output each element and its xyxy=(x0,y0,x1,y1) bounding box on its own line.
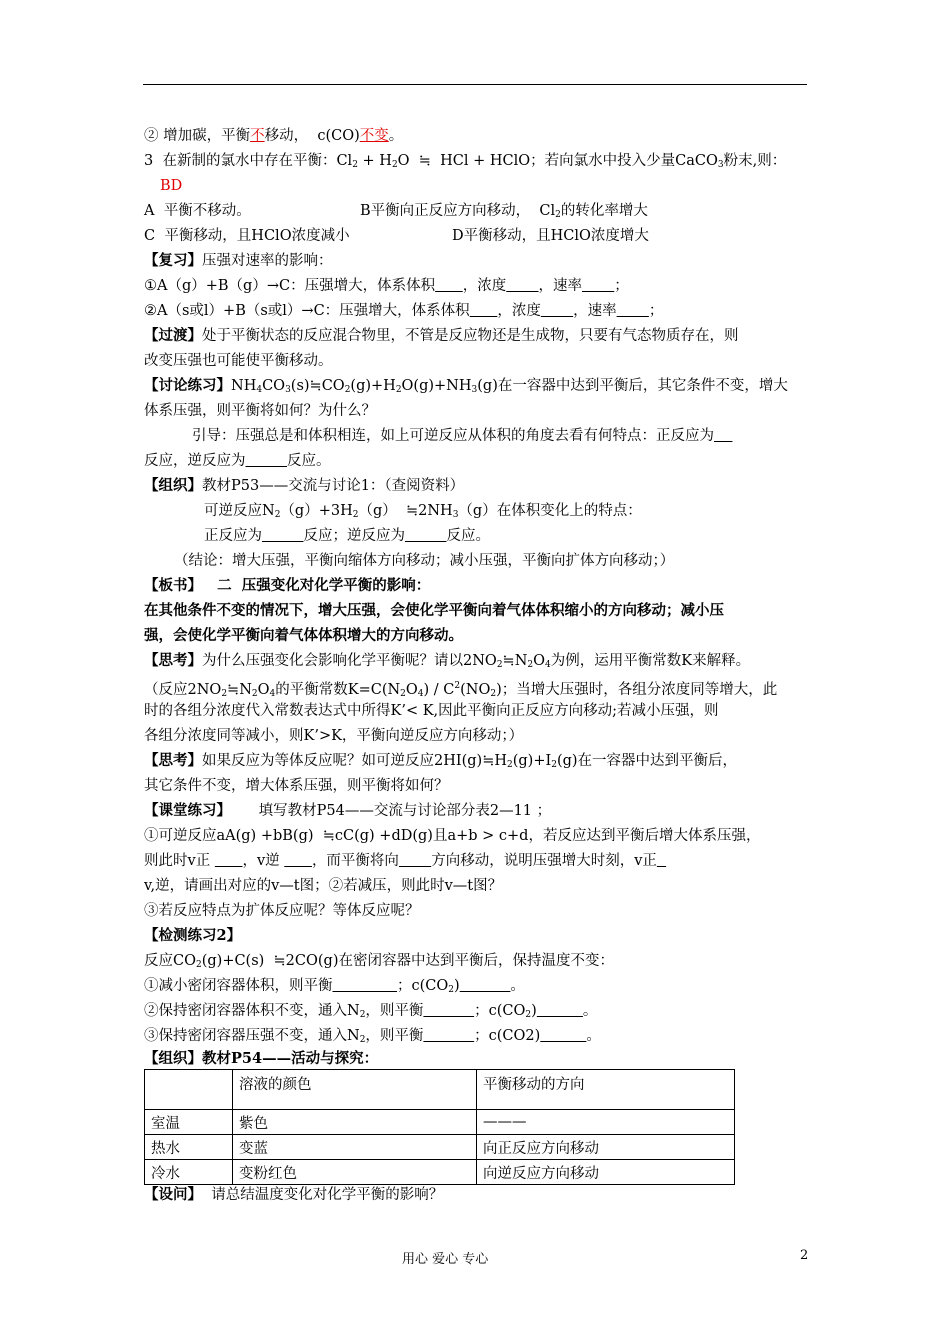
board-text-1: 在其他条件不变的情况下，增大压强，会使化学平衡向着气体体积缩小的方向移动；减小压 xyxy=(144,602,724,619)
classwork-heading: 【课堂练习】 填写教材P54——交流与讨论部分表2—11 ； xyxy=(144,802,552,819)
test-q1: ①减小密闭容器体积，则平衡 ；$c(CO_2)$ 。 xyxy=(144,978,525,995)
table-cell: 向逆反应方向移动 xyxy=(477,1160,735,1185)
review-heading: 【复习】压强对速率的影响： xyxy=(144,252,333,269)
test-heading: 【检测练习2】 xyxy=(144,927,242,944)
answer-bd: BD xyxy=(160,178,183,194)
table-cell: 冷水 xyxy=(145,1160,233,1185)
review-line-1: ①A（g）+B（g）→C：压强增大，体系体积 ，浓度 ，速率 ； xyxy=(144,278,629,294)
classwork-line-1: ①可逆反应aA(g) +bB(g) ≒cC(g) +dD(g)且a+b > c+d，若反应达到平衡后增大体系压强， xyxy=(144,828,761,844)
think2-line-1: 【思考】如果反应为等体反应呢？如可逆反应$2HI(g)≒H_2(g)+I_2(g)$在一容器中达到平衡后， xyxy=(144,752,738,770)
think2-line-2: 其它条件不变，增大体系压强，则平衡将如何？ xyxy=(144,778,449,794)
table-cell: 变蓝 xyxy=(233,1135,477,1160)
guide-line-2: 反应，逆反应为 反应。 xyxy=(144,453,331,469)
table-header-cell xyxy=(145,1070,233,1110)
board-heading: 【板书】 二 压强变化对化学平衡的影响： xyxy=(144,577,431,594)
think-line-4: 各组分浓度同等减小，则K’>K，平衡向逆反应方向移动；） xyxy=(144,728,524,744)
think-line-3: 时的各组分浓度代入常数表达式中所得K’< K,因此平衡向正反应方向移动;若减小压强，则 xyxy=(144,703,719,719)
header-rule xyxy=(143,84,807,85)
line-1: ② 增加碳，平衡不移动， c(CO)不变。 xyxy=(144,128,404,144)
page-footer: 用心 爱心 专心 xyxy=(402,1252,489,1267)
table-header-cell: 溶液的颜色 xyxy=(233,1070,477,1110)
table-cell: 变粉红色 xyxy=(233,1160,477,1185)
question-line: 【设问】 请总结温度变化对化学平衡的影响？ xyxy=(144,1186,444,1203)
organize-heading: 【组织】教材P53——交流与讨论1：（查阅资料） xyxy=(144,477,465,494)
table-header-row xyxy=(145,1070,735,1110)
test-q3: ③保持密闭容器压强不变，通入$N_2$，则平衡 ；c(CO2) 。 xyxy=(144,1028,601,1045)
transition-line-1: 【过渡】处于平衡状态的反应混合物里，不管是反应物还是生成物，只要有气态物质存在，则 xyxy=(144,327,739,344)
classwork-line-2: 则此时v正 ，v逆 ，而平衡将向 方向移动，说明压强增大时刻，v正 xyxy=(144,853,657,869)
table-row xyxy=(145,1135,735,1160)
conclusion: （结论：增大压强，平衡向缩体方向移动；减小压强，平衡向扩体方向移动；） xyxy=(174,553,675,569)
page-number: 2 xyxy=(800,1248,809,1263)
discussion-line-2: 体系压强，则平衡将如何？为什么？ xyxy=(144,403,376,419)
test-reaction: 反应$CO_2(g)+C(s)$ ≒2CO(g)在密闭容器中达到平衡后，保持温度不变： xyxy=(144,953,614,970)
reaction-line: 可逆反应$N_2(g)+3H_2(g)$ $≒2NH_3(g)$在体积变化上的特点： xyxy=(204,503,642,520)
line-2: 3 在新制的氯水中存在平衡：$Cl_2 + H_2O$ ≒ HCl + HClO；若向氯水中投入少量CaCO$_3$粉末,则： xyxy=(144,153,787,170)
think-line-1: 【思考】为什么压强变化会影响化学平衡呢？请以$2NO_2≒N_2O_4$为例，运用平衡常数K来解释。 xyxy=(144,652,751,670)
classwork-line-3: v,逆，请画出对应的v—t图；②若减压，则此时v—t图？ xyxy=(144,878,503,894)
discussion-line-1: 【讨论练习】$NH_4CO_3(s)≒CO_2(g)+H_2O(g)+NH_3(g)$在一容器中达到平衡后，其它条件不变，增大 xyxy=(144,377,788,395)
table-cell: 紫色 xyxy=(233,1110,477,1135)
reaction-blanks: 正反应为 反应；逆反应为 反应。 xyxy=(204,528,490,544)
table-header-cell: 平衡移动的方向 xyxy=(477,1070,735,1110)
test-q2: ②保持密闭容器体积不变，通入$N_2$，则平衡 ；$c(CO_2)$ 。 xyxy=(144,1003,598,1020)
review-line-2: ②A（s或l）+B（s或l）→C：压强增大，体系体积 ，浓度 ，速率 ； xyxy=(144,303,664,319)
table-cell: ——— xyxy=(477,1110,735,1135)
activity-table xyxy=(144,1069,735,1185)
classwork-line-4: ③若反应特点为扩体反应呢？等体反应呢？ xyxy=(144,903,420,919)
option-a: A 平衡不移动。 xyxy=(144,203,251,219)
guide-line-1: 引导：压强总是和体积相连，如上可逆反应从体积的角度去看有何特点：正反应为 xyxy=(192,428,714,444)
table-row xyxy=(145,1110,735,1135)
transition-line-2: 改变压强也可能使平衡移动。 xyxy=(144,353,333,369)
table-cell: 向正反应方向移动 xyxy=(477,1135,735,1160)
activity-heading: 【组织】教材P54——活动与探究： xyxy=(144,1050,379,1067)
option-c: C 平衡移动，且HClO浓度减小 xyxy=(144,228,350,244)
table-cell: 热水 xyxy=(145,1135,233,1160)
table-row xyxy=(145,1160,735,1185)
option-d: D平衡移动，且HClO浓度增大 xyxy=(452,228,649,244)
table-cell: 室温 xyxy=(145,1110,233,1135)
board-text-2: 强，会使化学平衡向着气体体积增大的方向移动。 xyxy=(144,627,463,644)
think-line-2: （反应$2NO_2≒N_2O_4$的平衡常数$K=C(N_2O_4) / C^2(NO_2)$；当增大压强时，各组分浓度同等增大，此 xyxy=(144,681,778,699)
option-b: B平衡向正反应方向移动， $Cl_2$的转化率增大 xyxy=(360,203,648,220)
